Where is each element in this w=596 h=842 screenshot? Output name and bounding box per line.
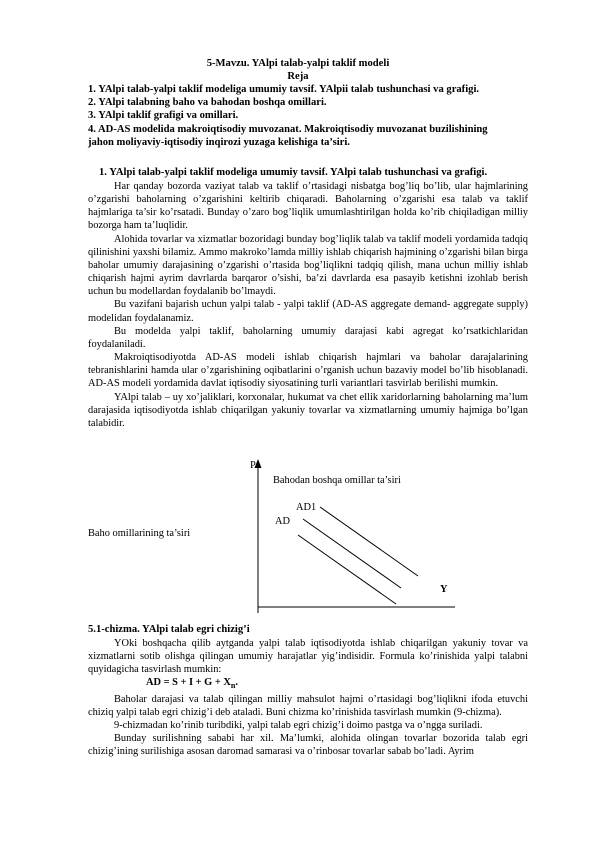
plan-item: 2. YAlpi talabning baho va bahodan boshqa omillari.: [88, 97, 327, 109]
plan-item: 3. YAlpi taklif grafigi va omillari.: [88, 110, 239, 122]
paragraph: Bu modelda yalpi taklif, baholarning umumiy darajasi kabi agregat ko’rsatkichlaridan foydalaniladi.: [88, 325, 528, 350]
formula-text: AD = S + I + G + X: [146, 677, 231, 689]
x-axis-label: Y: [440, 584, 448, 595]
top-label: Bahodan boshqa omillar ta’siri: [273, 475, 401, 486]
curve-shift: [298, 535, 396, 604]
formula: [88, 676, 528, 692]
y-axis-label: P: [250, 460, 256, 471]
paragraph: Bunday surilishning sababi har xil. Ma’lumki, alohida olingan tovarlar bozorida talab egri chizig’ining surilishiga asosan daromad samarasi va o’rinbosar tovarlar sabab bo’ladi. Ayrim: [88, 733, 528, 758]
formula-suffix: .: [235, 677, 238, 689]
plan-item: jahon moliyaviy-iqtisodiy inqirozi yuzaga kelishiga ta’siri.: [88, 136, 350, 148]
left-label: Baho omillarining ta’siri: [88, 528, 191, 539]
figure-caption: 5.1-chizma. YAlpi talab egri chizig’i: [88, 624, 250, 635]
paragraph: Alohida tovarlar va xizmatlar bozoridagi bunday bog’liqlik talab va taklif modeli yordamida tadqiq qilinishini yaxshi bilamiz. Ammo makroko’lamda milliy ishlab chiqarish hajmining o’zgarishi bilan birga baholar umumiy darajasining o’zgarishi o’rtasida bog’liqlikni tadqiq qilish, mana uchun milliy ishlab chiqarish hajmi ayrim davrlarda barqaror o’sishi, ba’zi davrlarda esa pasayib ketishni izohlab berish uchun bu modellardan foydalanib bo’lmaydi.: [88, 233, 528, 298]
formula-subscript: n: [230, 681, 236, 691]
paragraph: 9-chizmadan ko’rinib turibdiki, yalpi talab egri chizig’i doimo pastga va o’ngga suriladi.: [114, 720, 483, 732]
plan-list: [88, 83, 528, 149]
body-text: [88, 180, 528, 430]
paragraph: YAlpi talab – uy xo’jaliklari, korxonalar, hukumat va chet ellik xaridorlarning baholarning ma’lum darajasida iqtisodiyotda ishlab chiqarilgan yakuniy tovarlar va xizmatlarning umumiy hajmiga bo’lgan talabidir.: [88, 391, 528, 429]
paragraph: Makroiqtisodiyotda AD-AS modeli ishlab chiqarish hajmlari va baholar darajalarining tebranishlarini hamda ular o’zgarishining oqibatlarini o’rganish uchun bazaviy model bo’lib hisoblanadi. AD-AS modeli yordamida davlat iqtisodiy siyosatining turli variantlari tasvirlab berilishi mumkin.: [88, 352, 528, 390]
section-heading: 1. YAlpi talab-yalpi taklif modeliga umumiy tavsif. YAlpi talab tushunchasi va grafigi.: [99, 167, 488, 178]
plan-item: 1. YAlpi talab-yalpi taklif modeliga umumiy tavsif. YAlpii talab tushunchasi va grafigi.: [88, 84, 480, 95]
lecture-title: 5-Mavzu. YAlpi talab-yalpi taklif modeli: [206, 58, 390, 69]
body-text-2: [88, 637, 528, 758]
curve-ad-label: AD: [275, 516, 291, 527]
plan-item: 4. AD-AS modelida makroiqtisodiy muvozanat. Makroiqtisodiy muvozanat buzilishining: [88, 123, 488, 135]
paragraph: Bu vazifani bajarish uchun yalpi talab - yalpi taklif (AD-AS aggregate demand- aggregate supply) modelidan foydalanamiz.: [88, 299, 528, 324]
curve-ad1-label: AD1: [296, 502, 317, 513]
paragraph: Har qanday bozorda vaziyat talab va taklif o’rtasidagi nisbatga bog’liq bo’lib, ular hajmlarining o’zgarishi baholarning o’zgarishini keltirib chiqaradi. Baholarning o’zgarishi esa talab va taklif hajmlariga ta’sir ko’rsatadi. Bunday o’zaro bog’liqlik umumlashtirilgan holda ko’rib chiqiladigan milliy bozorga ham ta’luqlidir.: [88, 181, 528, 232]
paragraph: YOki boshqacha qilib aytganda yalpi talab iqtisodiyotda ishlab chiqarilgan yakuniy tovar va xizmatlarni sotib olishga qilingan umumiy harajatlar yig’indisidir. Formula ko’rinishida yalpi talabni quyidagicha tasvirlash mumkin:: [88, 638, 528, 676]
plan-heading: Reja: [287, 71, 309, 82]
paragraph: Baholar darajasi va talab qilingan milliy mahsulot hajmi o’rtasidagi bog’liqlikni ifoda etuvchi chiziq yalpi talab egri chizig’i deb ataladi. Buni chizma ko’rinishida tasvirlash mumkin (9-chizma).: [88, 693, 528, 718]
